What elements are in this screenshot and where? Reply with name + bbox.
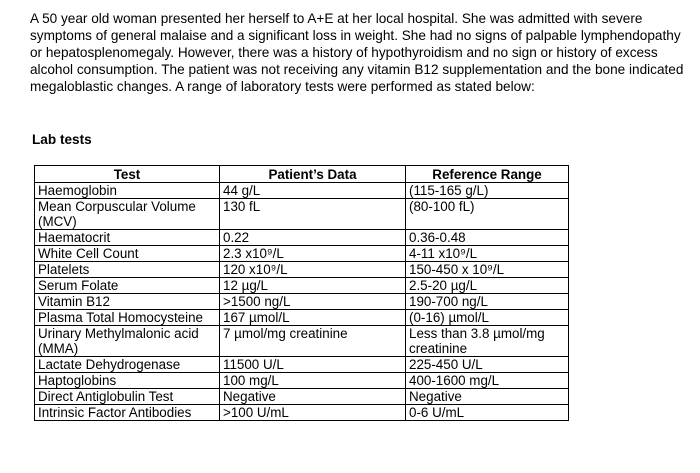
- table-header-row: [35, 166, 569, 183]
- patient-value: 12 µg/L: [220, 278, 406, 294]
- patient-value: >1500 ng/L: [220, 294, 406, 310]
- lab-tests-heading: Lab tests: [32, 132, 92, 147]
- test-name: Urinary Methylmalonic acid (MMA): [35, 326, 220, 357]
- patient-value: 100 mg/L: [220, 373, 406, 389]
- column-header-reference-range: Reference Range: [406, 166, 569, 183]
- test-name: Platelets: [35, 262, 220, 278]
- test-name: Mean Corpuscular Volume (MCV): [35, 199, 220, 230]
- patient-value: >100 U/mL: [220, 405, 406, 421]
- table-row: [35, 199, 569, 230]
- reference-range: (80-100 fL): [406, 199, 569, 230]
- case-paragraph: A 50 year old woman presented her herself to A+E at her local hospital. She was admitted with severe symptoms of general malaise and a significant loss in weight. She had no signs of palpable lymphendopathy or hepatosplenomegaly. However, there was a history of hypothyroidism and no sign or history of excess alcohol consumption. The patient was not receiving any vitamin B12 supplementation and the bone indicated megaloblastic changes. A range of laboratory tests were performed as stated below:: [30, 11, 684, 94]
- test-name: Plasma Total Homocysteine: [35, 310, 220, 326]
- reference-range: 4-11 x10⁹/L: [406, 246, 569, 262]
- reference-range: Less than 3.8 µmol/mg creatinine: [406, 326, 569, 357]
- column-header-patient-data: Patient’s Data: [220, 166, 406, 183]
- case-description: [30, 10, 685, 95]
- reference-range: 0-6 U/mL: [406, 405, 569, 421]
- patient-value: 167 µmol/L: [220, 310, 406, 326]
- test-name: White Cell Count: [35, 246, 220, 262]
- reference-range: 225-450 U/L: [406, 357, 569, 373]
- test-name: Haemoglobin: [35, 183, 220, 199]
- reference-range: 190-700 ng/L: [406, 294, 569, 310]
- table-row: [35, 310, 569, 326]
- reference-range: 2.5-20 µg/L: [406, 278, 569, 294]
- table-row: [35, 183, 569, 199]
- patient-value: 2.3 x10⁹/L: [220, 246, 406, 262]
- patient-value: 44 g/L: [220, 183, 406, 199]
- patient-value: 7 µmol/mg creatinine: [220, 326, 406, 357]
- test-name: Haptoglobins: [35, 373, 220, 389]
- table-row: [35, 326, 569, 357]
- patient-value: 11500 U/L: [220, 357, 406, 373]
- test-name: Intrinsic Factor Antibodies: [35, 405, 220, 421]
- table-row: [35, 373, 569, 389]
- reference-range: Negative: [406, 389, 569, 405]
- reference-range: (0-16) µmol/L: [406, 310, 569, 326]
- column-header-test: Test: [35, 166, 220, 183]
- table-row: [35, 262, 569, 278]
- patient-value: 130 fL: [220, 199, 406, 230]
- table-row: [35, 294, 569, 310]
- reference-range: 0.36-0.48: [406, 230, 569, 246]
- table-row: [35, 230, 569, 246]
- test-name: Haematocrit: [35, 230, 220, 246]
- table-row: [35, 357, 569, 373]
- lab-results-table: [34, 165, 569, 421]
- table-row: [35, 389, 569, 405]
- patient-value: Negative: [220, 389, 406, 405]
- patient-value: 120 x10⁹/L: [220, 262, 406, 278]
- patient-value: 0.22: [220, 230, 406, 246]
- reference-range: (115-165 g/L): [406, 183, 569, 199]
- reference-range: 150-450 x 10⁹/L: [406, 262, 569, 278]
- table-row: [35, 246, 569, 262]
- test-name: Direct Antiglobulin Test: [35, 389, 220, 405]
- test-name: Serum Folate: [35, 278, 220, 294]
- test-name: Vitamin B12: [35, 294, 220, 310]
- test-name: Lactate Dehydrogenase: [35, 357, 220, 373]
- table-row: [35, 405, 569, 421]
- reference-range: 400-1600 mg/L: [406, 373, 569, 389]
- table-row: [35, 278, 569, 294]
